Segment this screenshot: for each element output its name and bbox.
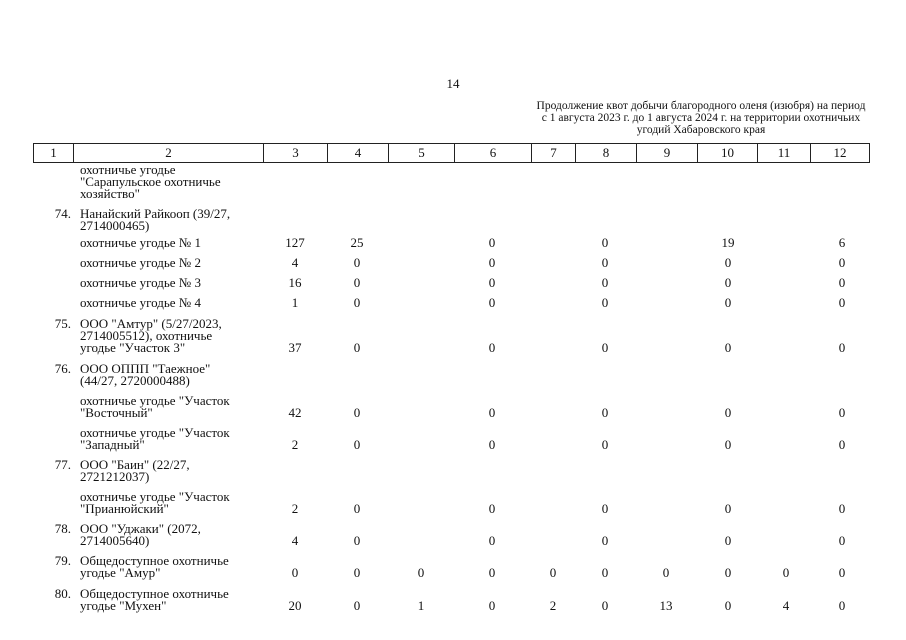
cell-col-4: 0 [353,255,361,270]
cell-col-3: 1 [291,295,299,310]
cell-col-12: 0 [838,255,846,270]
cell-col-12: 0 [838,340,846,355]
row-number: 80. [54,586,71,601]
cell-col-3: 16 [288,275,302,290]
cell-col-11: 4 [782,598,790,613]
cell-col-10: 0 [724,275,732,290]
cell-col-4: 0 [353,501,361,516]
header-cell-2: 2 [73,144,263,162]
cell-col-6: 0 [488,235,496,250]
header-cell-12: 12 [810,144,870,162]
cell-col-10: 0 [724,565,732,580]
header-cell-3: 3 [263,144,327,162]
row-name: Общедоступное охотничье угодье "Мухен" [80,586,229,613]
cell-col-10: 0 [724,255,732,270]
row-name: охотничье угодье "Сарапульское охотничье хозяйство" [80,162,221,201]
header-cell-10: 10 [697,144,757,162]
cell-col-3: 2 [291,501,299,516]
row-number: 78. [54,521,71,536]
cell-col-8: 0 [601,405,609,420]
page-number: 14 [446,76,460,91]
cell-col-12: 0 [838,275,846,290]
cell-col-10: 0 [724,598,732,613]
table-header-row [33,143,870,163]
cell-col-10: 0 [724,340,732,355]
header-cell-4: 4 [327,144,388,162]
header-cell-8: 8 [575,144,636,162]
row-name: охотничье угодье "Участок "Прианюйский" [80,489,230,516]
cell-col-4: 0 [353,295,361,310]
cell-col-6: 0 [488,405,496,420]
table-heading: Продолжение квот добычи благородного оленя (изюбря) на период с 1 августа 2023 г. до 1 августа 2024 г. на территории охотничьих угодий Хабаровского края [536,100,866,136]
cell-col-12: 0 [838,565,846,580]
cell-col-12: 0 [838,501,846,516]
header-cell-5: 5 [388,144,454,162]
row-name: ООО "Баин" (22/27, 2721212037) [80,457,190,484]
row-number: 75. [54,316,71,331]
cell-col-8: 0 [601,565,609,580]
row-number: 77. [54,457,71,472]
cell-col-3: 4 [291,533,299,548]
cell-col-3: 37 [288,340,302,355]
cell-col-5: 1 [417,598,425,613]
cell-col-12: 0 [838,598,846,613]
row-name: ООО "Уджаки" (2072, 2714005640) [80,521,201,548]
header-cell-11: 11 [757,144,810,162]
cell-col-3: 20 [288,598,302,613]
cell-col-11: 0 [782,565,790,580]
cell-col-4: 0 [353,275,361,290]
cell-col-4: 0 [353,533,361,548]
cell-col-8: 0 [601,501,609,516]
cell-col-3: 2 [291,437,299,452]
cell-col-6: 0 [488,598,496,613]
cell-col-12: 6 [838,235,846,250]
cell-col-3: 4 [291,255,299,270]
cell-col-6: 0 [488,565,496,580]
cell-col-3: 127 [285,235,305,250]
cell-col-3: 0 [291,565,299,580]
header-cell-9: 9 [636,144,697,162]
row-name: охотничье угодье № 1 [80,235,201,250]
cell-col-8: 0 [601,340,609,355]
cell-col-10: 0 [724,437,732,452]
cell-col-8: 0 [601,295,609,310]
cell-col-12: 0 [838,533,846,548]
row-name: охотничье угодье № 3 [80,275,201,290]
cell-col-6: 0 [488,501,496,516]
cell-col-6: 0 [488,437,496,452]
row-name: Общедоступное охотничье угодье "Амур" [80,553,229,580]
cell-col-9: 0 [662,565,670,580]
cell-col-8: 0 [601,533,609,548]
row-number: 74. [54,206,71,221]
cell-col-6: 0 [488,533,496,548]
cell-col-6: 0 [488,275,496,290]
cell-col-5: 0 [417,565,425,580]
cell-col-7: 2 [549,598,557,613]
cell-col-8: 0 [601,437,609,452]
cell-col-9: 13 [659,598,673,613]
cell-col-10: 0 [724,405,732,420]
cell-col-4: 0 [353,340,361,355]
header-cell-6: 6 [454,144,531,162]
row-name: охотничье угодье № 4 [80,295,201,310]
row-name: ООО ОППП "Таежное" (44/27, 2720000488) [80,361,211,388]
cell-col-4: 25 [350,235,364,250]
cell-col-12: 0 [838,437,846,452]
row-name: охотничье угодье "Участок "Западный" [80,425,230,452]
header-cell-1: 1 [33,144,73,162]
cell-col-10: 0 [724,295,732,310]
row-number: 76. [54,361,71,376]
cell-col-6: 0 [488,255,496,270]
cell-col-4: 0 [353,405,361,420]
header-cell-7: 7 [531,144,575,162]
row-name: Нанайский Райкооп (39/27, 2714000465) [80,206,231,233]
row-name: ООО "Амтур" (5/27/2023, 2714005512), охотничье угодье "Участок 3" [80,316,222,355]
cell-col-3: 42 [288,405,302,420]
cell-col-10: 0 [724,533,732,548]
row-name: охотничье угодье "Участок "Восточный" [80,393,230,420]
cell-col-12: 0 [838,295,846,310]
row-number: 79. [54,553,71,568]
cell-col-10: 0 [724,501,732,516]
cell-col-8: 0 [601,275,609,290]
cell-col-4: 0 [353,598,361,613]
row-name: охотничье угодье № 2 [80,255,201,270]
cell-col-8: 0 [601,255,609,270]
cell-col-7: 0 [549,565,557,580]
cell-col-6: 0 [488,295,496,310]
cell-col-4: 0 [353,565,361,580]
cell-col-6: 0 [488,340,496,355]
cell-col-8: 0 [601,235,609,250]
cell-col-4: 0 [353,437,361,452]
cell-col-8: 0 [601,598,609,613]
cell-col-12: 0 [838,405,846,420]
cell-col-10: 19 [721,235,735,250]
